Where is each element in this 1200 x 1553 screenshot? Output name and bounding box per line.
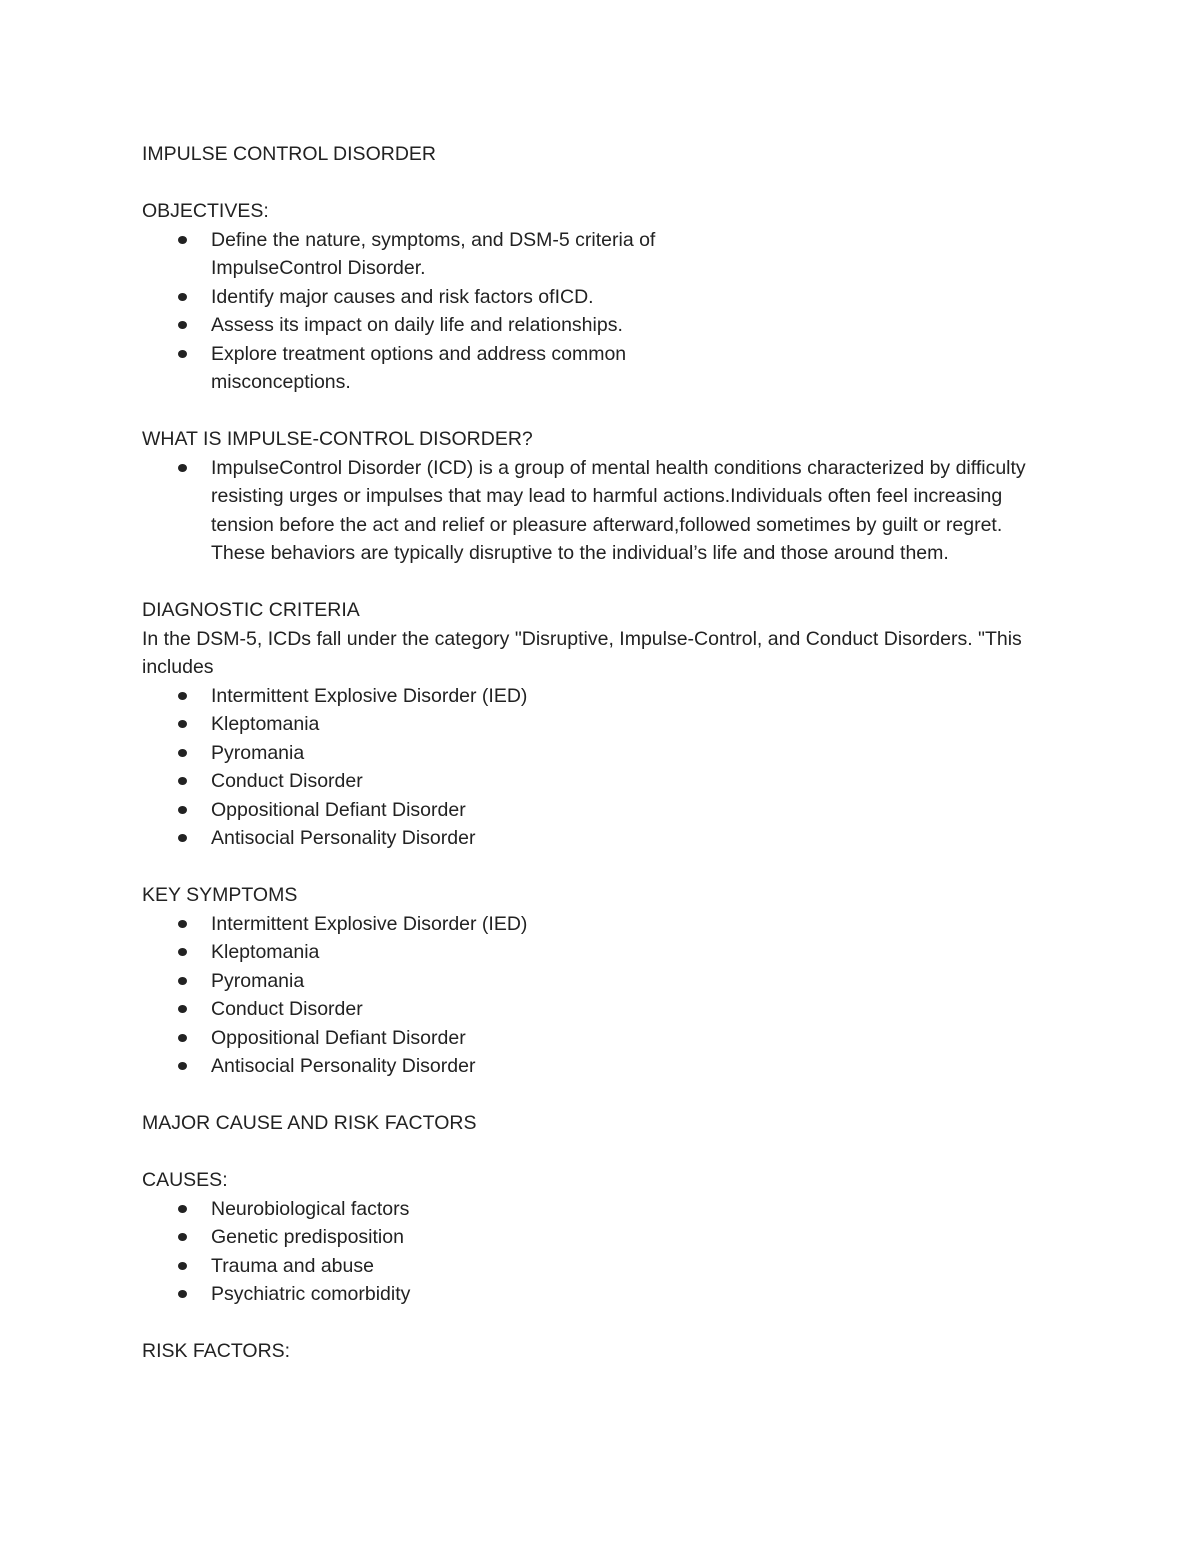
bullet-icon (178, 1034, 187, 1042)
document-page (142, 140, 1082, 1366)
list-item (211, 938, 1082, 967)
list-item-text: Antisocial Personality Disorder (211, 1055, 476, 1077)
list-item-text: Antisocial Personality Disorder (211, 827, 476, 849)
list-item-text: Identify major causes and risk factors ofICD. (211, 285, 594, 308)
list-item (211, 340, 711, 397)
objectives-list (142, 226, 711, 397)
bullet-icon (178, 777, 187, 785)
spacer (142, 1309, 1082, 1338)
key-symptoms-heading: KEY SYMPTOMS (142, 884, 298, 906)
list-item (211, 824, 1082, 853)
spacer (142, 853, 1082, 882)
list-item (211, 311, 711, 340)
list-item-text: Genetic predisposition (211, 1226, 404, 1248)
spacer (142, 1081, 1082, 1110)
bullet-icon (178, 293, 187, 301)
list-item (211, 1195, 1082, 1224)
list-item-text: Pyromania (211, 969, 305, 992)
list-item (211, 995, 1082, 1024)
list-item (211, 1223, 1082, 1252)
bullet-icon (178, 1262, 187, 1270)
bullet-icon (178, 1205, 187, 1213)
list-item-text: Oppositional Defiant Disorder (211, 1026, 466, 1049)
list-item (211, 454, 1056, 568)
list-item (211, 1280, 1082, 1309)
objectives-heading: OBJECTIVES: (142, 200, 269, 222)
bullet-icon (178, 948, 187, 956)
list-item (211, 767, 1082, 796)
list-item-text: Define the nature, symptoms, and DSM-5 criteria of ImpulseControl Disorder. (211, 228, 656, 279)
spacer (142, 169, 1082, 198)
list-item (211, 283, 711, 312)
list-item (211, 710, 1082, 739)
list-item-text: Conduct Disorder (211, 770, 363, 792)
list-item (211, 1052, 1082, 1081)
what-is-list (142, 454, 1056, 568)
spacer (142, 1138, 1082, 1167)
causes-list (142, 1195, 1082, 1309)
bullet-icon (178, 806, 187, 814)
bullet-icon (178, 720, 187, 728)
risk-factors-heading: RISK FACTORS: (142, 1340, 291, 1362)
list-item-text: Trauma and abuse (211, 1254, 374, 1277)
list-item-text: Psychiatric comorbidity (211, 1283, 411, 1305)
list-item (211, 226, 711, 283)
major-causes-heading: MAJOR CAUSE AND RISK FACTORS (142, 1112, 477, 1134)
list-item-text: Kleptomania (211, 713, 320, 735)
list-item-text: Oppositional Defiant Disorder (211, 798, 466, 821)
spacer (142, 568, 1082, 597)
list-item (211, 967, 1082, 996)
diagnostic-list (142, 682, 1082, 853)
bullet-icon (178, 464, 187, 472)
document-title: IMPULSE CONTROL DISORDER (142, 143, 436, 165)
causes-heading: CAUSES: (142, 1169, 228, 1191)
list-item-text: Kleptomania (211, 941, 320, 963)
list-item-text: Intermittent Explosive Disorder (IED) (211, 912, 528, 935)
spacer (142, 397, 1082, 426)
bullet-icon (178, 749, 187, 757)
bullet-icon (178, 977, 187, 985)
bullet-icon (178, 350, 187, 358)
diagnostic-heading: DIAGNOSTIC CRITERIA (142, 599, 360, 621)
bullet-icon (178, 1233, 187, 1241)
diagnostic-intro: In the DSM-5, ICDs fall under the category "Disruptive, Impulse-Control, and Conduct Disorders. "This includes (142, 627, 1028, 678)
list-item-text: Conduct Disorder (211, 998, 363, 1020)
list-item (211, 1252, 1082, 1281)
bullet-icon (178, 834, 187, 842)
list-item (211, 796, 1082, 825)
list-item-text: Pyromania (211, 741, 305, 764)
bullet-icon (178, 236, 187, 244)
list-item-text: ImpulseControl Disorder (ICD) is a group of mental health conditions characterized by difficulty resisting urges or impulses that may lead to harmful actions.Individuals often feel increasing tension before the act and relief or pleasure afterward,followed sometimes by guilt or regret. These behaviors are typically disruptive to the individual’s life and those around them. (211, 456, 1026, 564)
bullet-icon (178, 1062, 187, 1070)
list-item-text: Explore treatment options and address common misconceptions. (211, 342, 627, 393)
list-item-text: Neurobiological factors (211, 1197, 410, 1220)
list-item (211, 910, 1082, 939)
bullet-icon (178, 920, 187, 928)
what-is-heading: WHAT IS IMPULSE-CONTROL DISORDER? (142, 428, 533, 450)
list-item (211, 1024, 1082, 1053)
bullet-icon (178, 321, 187, 329)
list-item (211, 739, 1082, 768)
list-item-text: Intermittent Explosive Disorder (IED) (211, 684, 528, 707)
bullet-icon (178, 692, 187, 700)
list-item-text: Assess its impact on daily life and relationships. (211, 314, 623, 336)
key-symptoms-list (142, 910, 1082, 1081)
bullet-icon (178, 1005, 187, 1013)
list-item (211, 682, 1082, 711)
bullet-icon (178, 1290, 187, 1298)
